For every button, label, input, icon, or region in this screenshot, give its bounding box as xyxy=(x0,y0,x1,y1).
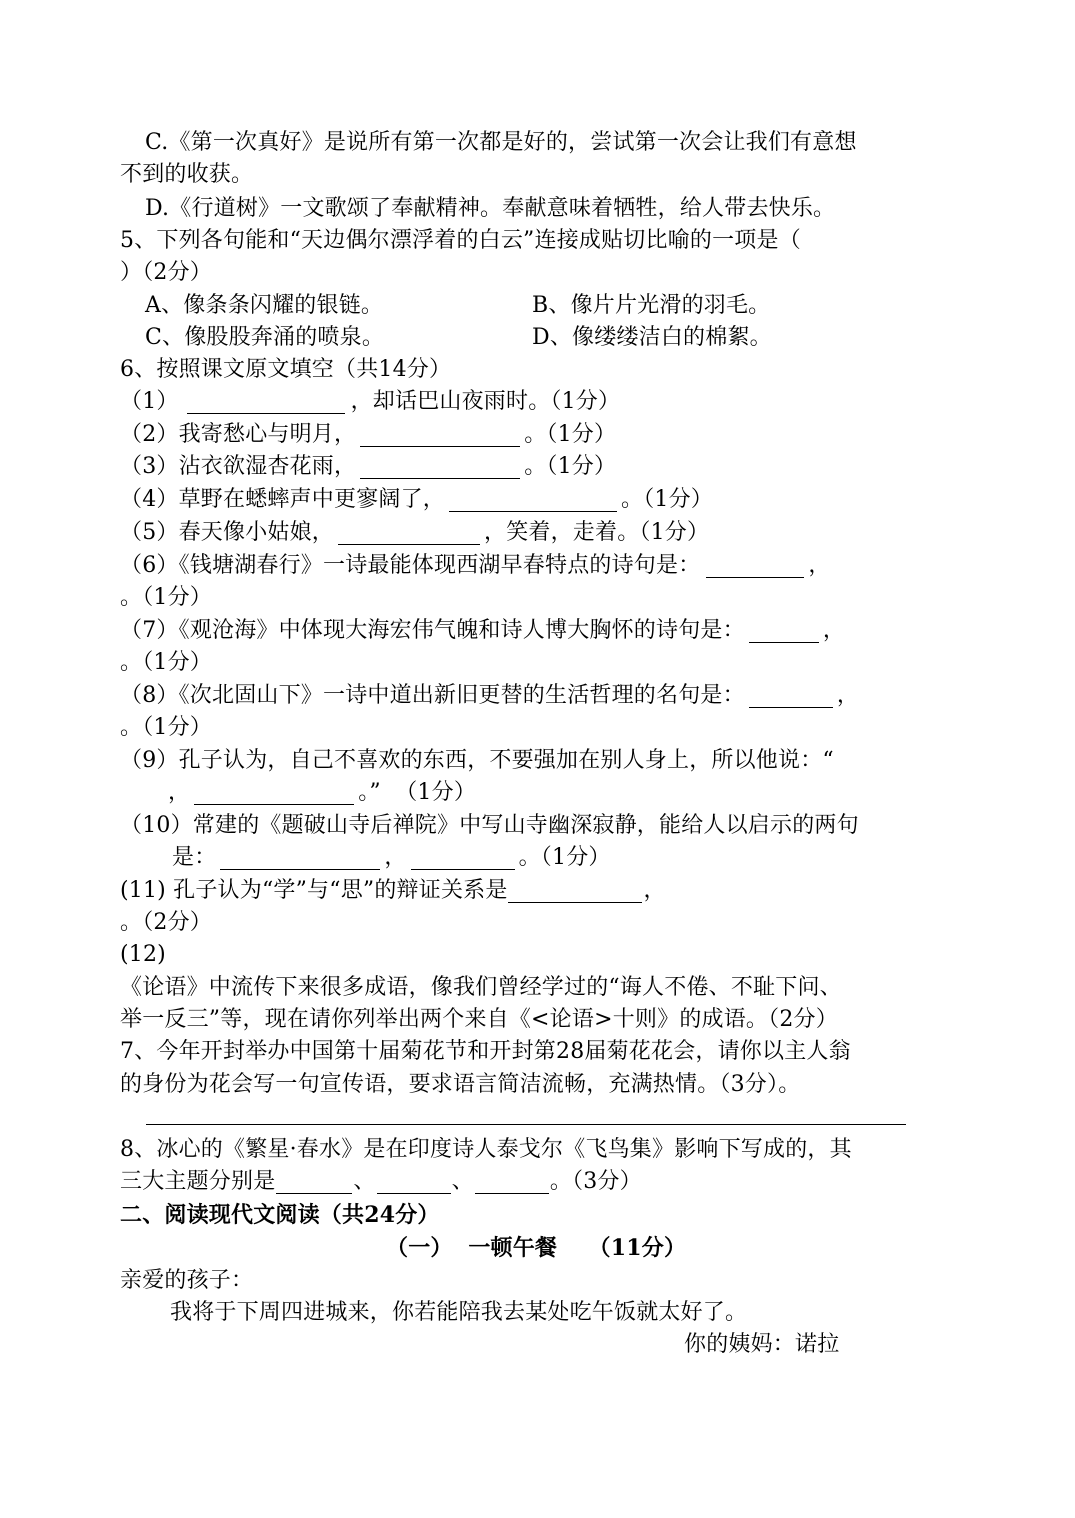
answer-blank[interactable] xyxy=(377,1171,451,1194)
q6-item-6-cont: 。（1分） xyxy=(120,585,212,610)
q5-option-b: B、像片片光滑的羽毛。 xyxy=(532,293,771,318)
passage-title: （一） 一顿午餐 （11分） xyxy=(386,1235,687,1261)
q4-option-c-line2: 不到的收获。 xyxy=(120,162,254,187)
q6-item-3: （3）沾衣欲湿杏花雨， 。（1分） xyxy=(120,454,617,479)
q5-option-c: C、像股股奔涌的喷泉。 xyxy=(145,325,385,350)
answer-blank[interactable] xyxy=(749,685,833,708)
q6-item-4: （4）草野在蟋蟀声中更寥阔了， 。（1分） xyxy=(120,487,713,512)
q7-line2: 的身份为花会写一句宣传语，要求语言简洁流畅，充满热情。（3分）。 xyxy=(120,1072,801,1097)
answer-blank[interactable] xyxy=(449,489,617,512)
answer-blank[interactable] xyxy=(220,847,380,870)
q6-item-11-cont: 。（2分） xyxy=(120,910,212,935)
q7-line1: 7、今年开封举办中国第十届菊花节和开封第28届菊花花会，请你以主人翁 xyxy=(120,1039,851,1064)
answer-blank[interactable] xyxy=(475,1171,549,1194)
letter-body: 我将于下周四进城来，你若能陪我去某处吃午饭就太好了。 xyxy=(170,1300,748,1325)
answer-blank[interactable] xyxy=(508,880,642,903)
q6-item-1: （1） ，却话巴山夜雨时。（1分） xyxy=(120,389,621,414)
q6-stem: 6、按照课文原文填空（共14分） xyxy=(120,357,452,382)
letter-salutation: 亲爱的孩子： xyxy=(120,1268,254,1293)
answer-blank[interactable] xyxy=(276,1171,352,1194)
q6-item-12-line1: 《论语》中流传下来很多成语，像我们曾经学过的“诲人不倦、不耻下问、 xyxy=(120,975,842,1000)
q6-item-10-line1: （10）常建的《题破山寺后禅院》中写山寺幽深寂静，能给人以启示的两句 xyxy=(120,813,859,838)
q7-answer-line[interactable] xyxy=(146,1124,906,1125)
q6-item-2: （2）我寄愁心与明月， 。（1分） xyxy=(120,422,617,447)
q8-line2: 三大主题分别是 、 、 。（3分） xyxy=(120,1169,642,1194)
answer-blank[interactable] xyxy=(411,847,515,870)
q6-item-6: （6）《钱塘湖春行》一诗最能体现西湖早春特点的诗句是： ， xyxy=(120,553,831,578)
q6-item-8-cont: 。（1分） xyxy=(120,715,212,740)
q6-item-9-line2: ， 。” （1分） xyxy=(168,780,477,805)
q6-item-11: (11) 孔子认为“学”与“思”的辩证关系是 ， xyxy=(120,878,666,903)
q4-option-d: D.《行道树》一文歌颂了奉献精神。奉献意味着牺牲，给人带去快乐。 xyxy=(145,196,836,221)
q6-item-9-line1: （9）孔子认为，自己不喜欢的东西，不要强加在别人身上，所以他说：“ xyxy=(120,748,834,773)
answer-blank[interactable] xyxy=(749,620,819,643)
answer-blank[interactable] xyxy=(338,522,480,545)
q5-option-d: D、像缕缕洁白的棉絮。 xyxy=(532,325,772,350)
q6-item-5: （5）春天像小姑娘， ，笑着，走着。（1分） xyxy=(120,520,710,545)
q4-option-c-line1: C.《第一次真好》是说所有第一次都是好的，尝试第一次会让我们有意想 xyxy=(145,130,857,155)
q5-stem-line2: ）（2分） xyxy=(120,260,212,285)
section-heading: 二、阅读现代文阅读（共24分） xyxy=(120,1202,440,1228)
answer-blank[interactable] xyxy=(360,424,520,447)
q8-line1: 8、冰心的《繁星·春水》是在印度诗人泰戈尔《飞鸟集》影响下写成的，其 xyxy=(120,1137,852,1162)
letter-signature: 你的姨妈：诺拉 xyxy=(684,1332,840,1357)
q6-item-10-line2: 是： ， 。（1分） xyxy=(172,845,611,870)
q5-stem-line1: 5、下列各句能和“天边偶尔漂浮着的白云”连接成贴切比喻的一项是（ xyxy=(120,228,801,253)
answer-blank[interactable] xyxy=(187,391,345,414)
answer-blank[interactable] xyxy=(194,782,354,805)
q6-item-7-cont: 。（1分） xyxy=(120,650,212,675)
q6-item-12-number: (12) xyxy=(120,942,166,967)
q6-item-7: （7）《观沧海》中体现大海宏伟气魄和诗人博大胸怀的诗句是： ， xyxy=(120,618,846,643)
q5-option-a: A、像条条闪耀的银链。 xyxy=(145,293,384,318)
q6-item-8: （8）《次北固山下》一诗中道出新旧更替的生活哲理的名句是： ， xyxy=(120,683,860,708)
q6-item-12-line2: 举一反三”等，现在请你列举出两个来自《<论语>十则》的成语。（2分） xyxy=(120,1007,838,1032)
answer-blank[interactable] xyxy=(706,555,804,578)
answer-blank[interactable] xyxy=(360,456,520,479)
